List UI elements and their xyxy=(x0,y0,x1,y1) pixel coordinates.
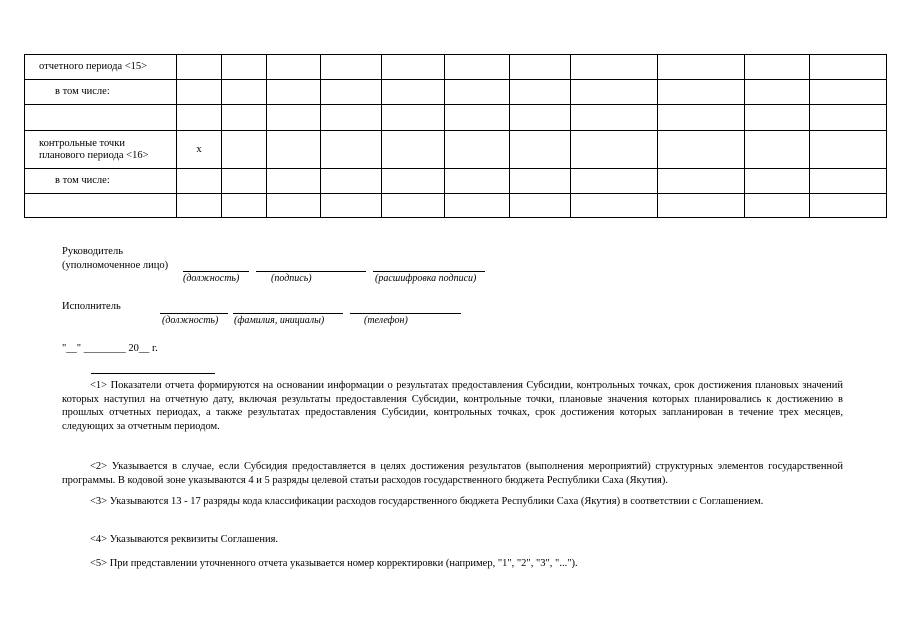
report-table xyxy=(24,54,887,218)
row-label xyxy=(25,105,177,131)
footnote-3: <3> Указываются 13 - 17 разряды кода классификации расходов государственного бюджета Республики Саха (Якутия) в соответствии с Соглашением. xyxy=(90,496,764,507)
table-row xyxy=(25,131,887,169)
footnote-separator xyxy=(91,373,215,374)
table-row xyxy=(25,194,887,218)
footnote-1: <1> Показатели отчета формируются на основании информации о результатах предоставления Субсидии, контрольных точках, срок достижения плановых значений которых наступил на отчетную дату, включая результаты предоставления Субсидии, контрольные точки, плановые значения которых планировались к достижению в прошлых отчетных периодах, а также результатах предоставления Субсидии, контрольных точках, срок достижения которых запланирован в течение трех месяцев, следующих за отчетным периодом. xyxy=(62,380,843,432)
executor-label: Исполнитель xyxy=(62,301,121,312)
row-label: контрольные точки планового периода <16> xyxy=(25,131,177,169)
caption-signature: (подпись) xyxy=(271,273,312,284)
signature-line xyxy=(256,271,366,272)
table-row xyxy=(25,105,887,131)
head-label-sub: (уполномоченное лицо) xyxy=(62,260,169,271)
signature-line xyxy=(160,313,228,314)
caption-position: (должность) xyxy=(162,315,219,326)
row-label: отчетного периода <15> xyxy=(25,55,177,80)
row-label: в том числе: xyxy=(25,80,177,105)
footnote-2: <2> Указывается в случае, если Субсидия предоставляется в целях достижения результатов (выполнения мероприятий) структурных элементов государственной программы. В кодовой зоне указываются 4 и 5 разряды целевой статьи расходов государственного бюджета Республики Саха (Якутия). xyxy=(62,461,843,486)
signature-line xyxy=(350,313,461,314)
signature-line xyxy=(373,271,485,272)
date-line: "__" ________ 20__ г. xyxy=(62,343,158,354)
row-label: в том числе: xyxy=(25,169,177,194)
caption-decoding: (расшифровка подписи) xyxy=(375,273,477,284)
signature-line xyxy=(233,313,343,314)
signature-line xyxy=(183,271,249,272)
head-label: Руководитель xyxy=(62,246,123,257)
row-label xyxy=(25,194,177,218)
footnote-5: <5> При представлении уточненного отчета указывается номер корректировки (например, "1", "2", "3", "..."). xyxy=(90,558,578,569)
table-cell xyxy=(177,55,222,80)
x-mark: x xyxy=(177,131,222,169)
table-row xyxy=(25,169,887,194)
caption-phone: (телефон) xyxy=(364,315,408,326)
table-row xyxy=(25,80,887,105)
caption-position: (должность) xyxy=(183,273,240,284)
table-row xyxy=(25,55,887,80)
caption-name: (фамилия, инициалы) xyxy=(234,315,325,326)
footnote-4: <4> Указываются реквизиты Соглашения. xyxy=(90,534,279,545)
